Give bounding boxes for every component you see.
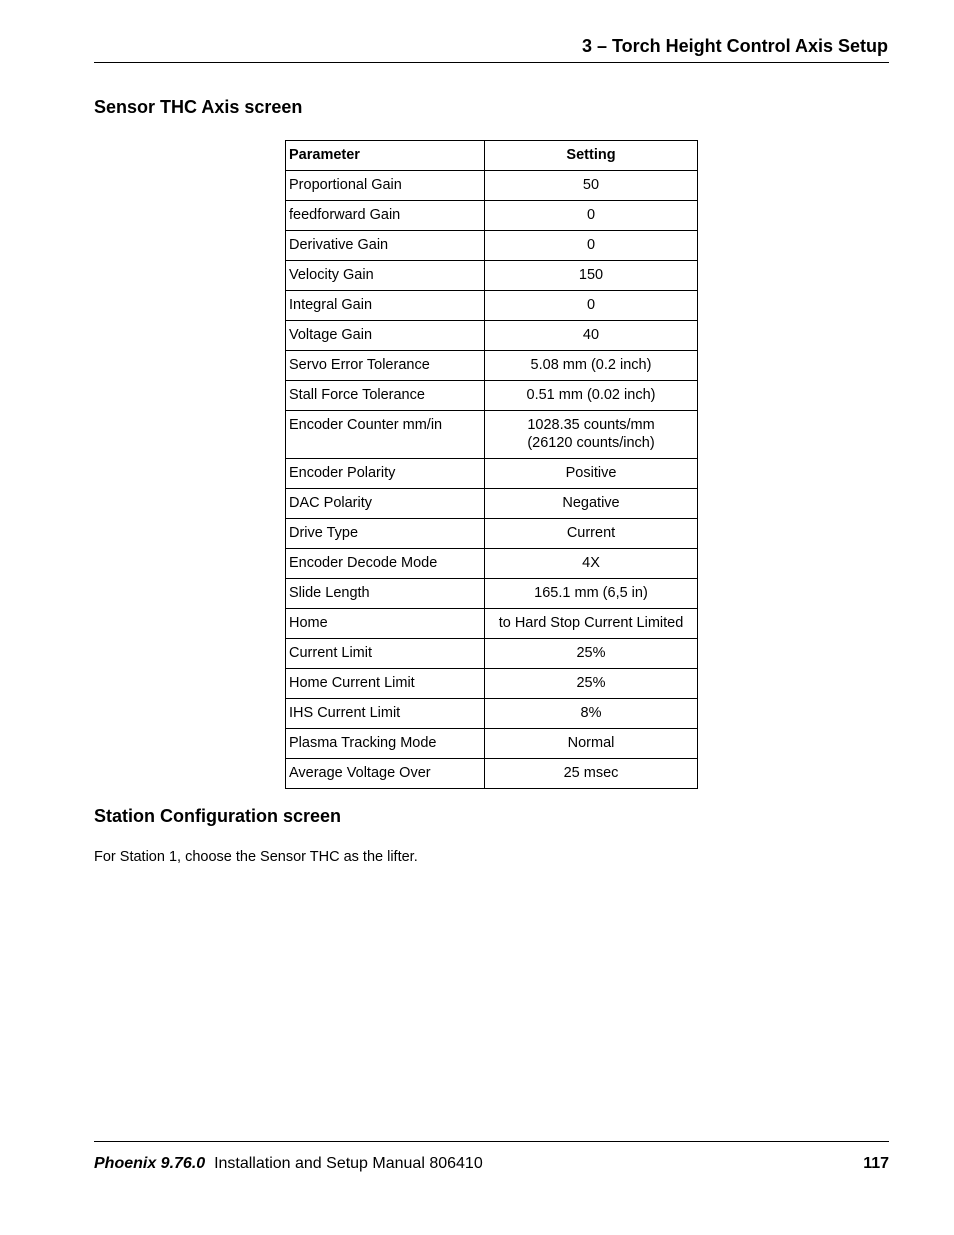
table-row	[286, 231, 698, 261]
setting-value-cell	[485, 519, 698, 549]
page-number: 117	[863, 1155, 889, 1172]
setting-value-cell	[485, 699, 698, 729]
setting-value-line: 0.51 mm (0.02 inch)	[526, 387, 656, 403]
table-row	[286, 609, 698, 639]
parameter-name-cell: Slide Length	[286, 579, 485, 609]
parameter-name-cell: Home	[286, 609, 485, 639]
setting-value-line: 150	[578, 267, 604, 283]
parameter-name-cell: Derivative Gain	[286, 231, 485, 261]
setting-value-line: 8%	[580, 705, 602, 721]
setting-value-cell	[485, 489, 698, 519]
setting-value-line: 1028.35 counts/mm	[527, 417, 655, 433]
table-row	[286, 381, 698, 411]
parameter-name-cell: DAC Polarity	[286, 489, 485, 519]
setting-column-header: Setting	[485, 141, 698, 171]
setting-value-line: Normal	[567, 735, 615, 751]
header-divider	[94, 62, 889, 63]
table-row	[286, 639, 698, 669]
table-row	[286, 321, 698, 351]
table-row	[286, 519, 698, 549]
setting-value-cell	[485, 291, 698, 321]
setting-value-cell	[485, 549, 698, 579]
setting-value-line: 4X	[582, 555, 600, 571]
table-row	[286, 351, 698, 381]
parameter-name-cell: feedforward Gain	[286, 201, 485, 231]
parameter-column-header: Parameter	[286, 141, 485, 171]
sensor-thc-parameter-table	[285, 140, 698, 789]
parameter-name-cell: Velocity Gain	[286, 261, 485, 291]
setting-value-line: Current	[566, 525, 616, 541]
parameter-name-cell: Stall Force Tolerance	[286, 381, 485, 411]
table-row	[286, 171, 698, 201]
table-row	[286, 489, 698, 519]
parameter-name-cell: Voltage Gain	[286, 321, 485, 351]
parameter-name-cell: Proportional Gain	[286, 171, 485, 201]
setting-value-line: 25%	[576, 645, 606, 661]
setting-value-line: to Hard Stop Current Limited	[498, 615, 684, 631]
setting-value-line: Negative	[562, 495, 620, 511]
setting-value-cell	[485, 261, 698, 291]
setting-value-cell	[485, 231, 698, 261]
manual-title: Installation and Setup Manual 806410	[214, 1155, 483, 1172]
station-configuration-text: For Station 1, choose the Sensor THC as the lifter.	[94, 849, 418, 865]
setting-value-line: 50	[582, 177, 600, 193]
table-row	[286, 669, 698, 699]
product-name: Phoenix 9.76.0	[94, 1155, 206, 1172]
setting-value-cell	[485, 609, 698, 639]
parameter-name-cell: Current Limit	[286, 639, 485, 669]
parameter-name-cell: Drive Type	[286, 519, 485, 549]
setting-value-line: 25%	[576, 675, 606, 691]
setting-value-cell	[485, 459, 698, 489]
setting-value-line: (26120 counts/inch)	[527, 435, 655, 451]
station-configuration-heading: Station Configuration screen	[94, 806, 342, 826]
parameter-name-cell: IHS Current Limit	[286, 699, 485, 729]
setting-value-line: 165.1 mm (6,5 in)	[534, 585, 648, 601]
parameter-name-cell: Encoder Polarity	[286, 459, 485, 489]
table-row	[286, 729, 698, 759]
table-row	[286, 291, 698, 321]
parameter-name-cell: Average Voltage Over	[286, 759, 485, 789]
setting-value-line: 0	[586, 237, 596, 253]
setting-value-line: 0	[586, 207, 596, 223]
parameter-name-cell: Encoder Counter mm/in	[286, 411, 485, 459]
parameter-name-cell: Encoder Decode Mode	[286, 549, 485, 579]
setting-value-cell	[485, 381, 698, 411]
page-footer	[94, 1155, 889, 1173]
table-row	[286, 549, 698, 579]
table-row	[286, 579, 698, 609]
setting-value-line: 5.08 mm (0.2 inch)	[530, 357, 652, 373]
setting-value-cell	[485, 639, 698, 669]
chapter-title: 3 – Torch Height Control Axis Setup	[581, 36, 888, 56]
setting-value-cell	[485, 579, 698, 609]
setting-value-line: 0	[586, 297, 596, 313]
footer-divider	[94, 1141, 889, 1142]
setting-value-cell	[485, 411, 698, 459]
setting-value-cell	[485, 759, 698, 789]
parameter-name-cell: Servo Error Tolerance	[286, 351, 485, 381]
setting-value-cell	[485, 171, 698, 201]
table-row	[286, 699, 698, 729]
table-header-row	[286, 141, 698, 171]
parameter-name-cell: Home Current Limit	[286, 669, 485, 699]
sensor-thc-axis-heading: Sensor THC Axis screen	[94, 97, 303, 117]
table-row	[286, 459, 698, 489]
setting-value-cell	[485, 669, 698, 699]
setting-value-line: 25 msec	[563, 765, 619, 781]
table-row	[286, 201, 698, 231]
setting-value-line: Positive	[565, 465, 617, 481]
parameter-name-cell: Integral Gain	[286, 291, 485, 321]
table-row	[286, 759, 698, 789]
table-row	[286, 261, 698, 291]
setting-value-cell	[485, 321, 698, 351]
parameter-name-cell: Plasma Tracking Mode	[286, 729, 485, 759]
setting-value-cell	[485, 201, 698, 231]
setting-value-cell	[485, 351, 698, 381]
setting-value-cell	[485, 729, 698, 759]
table-body	[286, 171, 698, 789]
table-row	[286, 411, 698, 459]
setting-value-line: 40	[582, 327, 600, 343]
